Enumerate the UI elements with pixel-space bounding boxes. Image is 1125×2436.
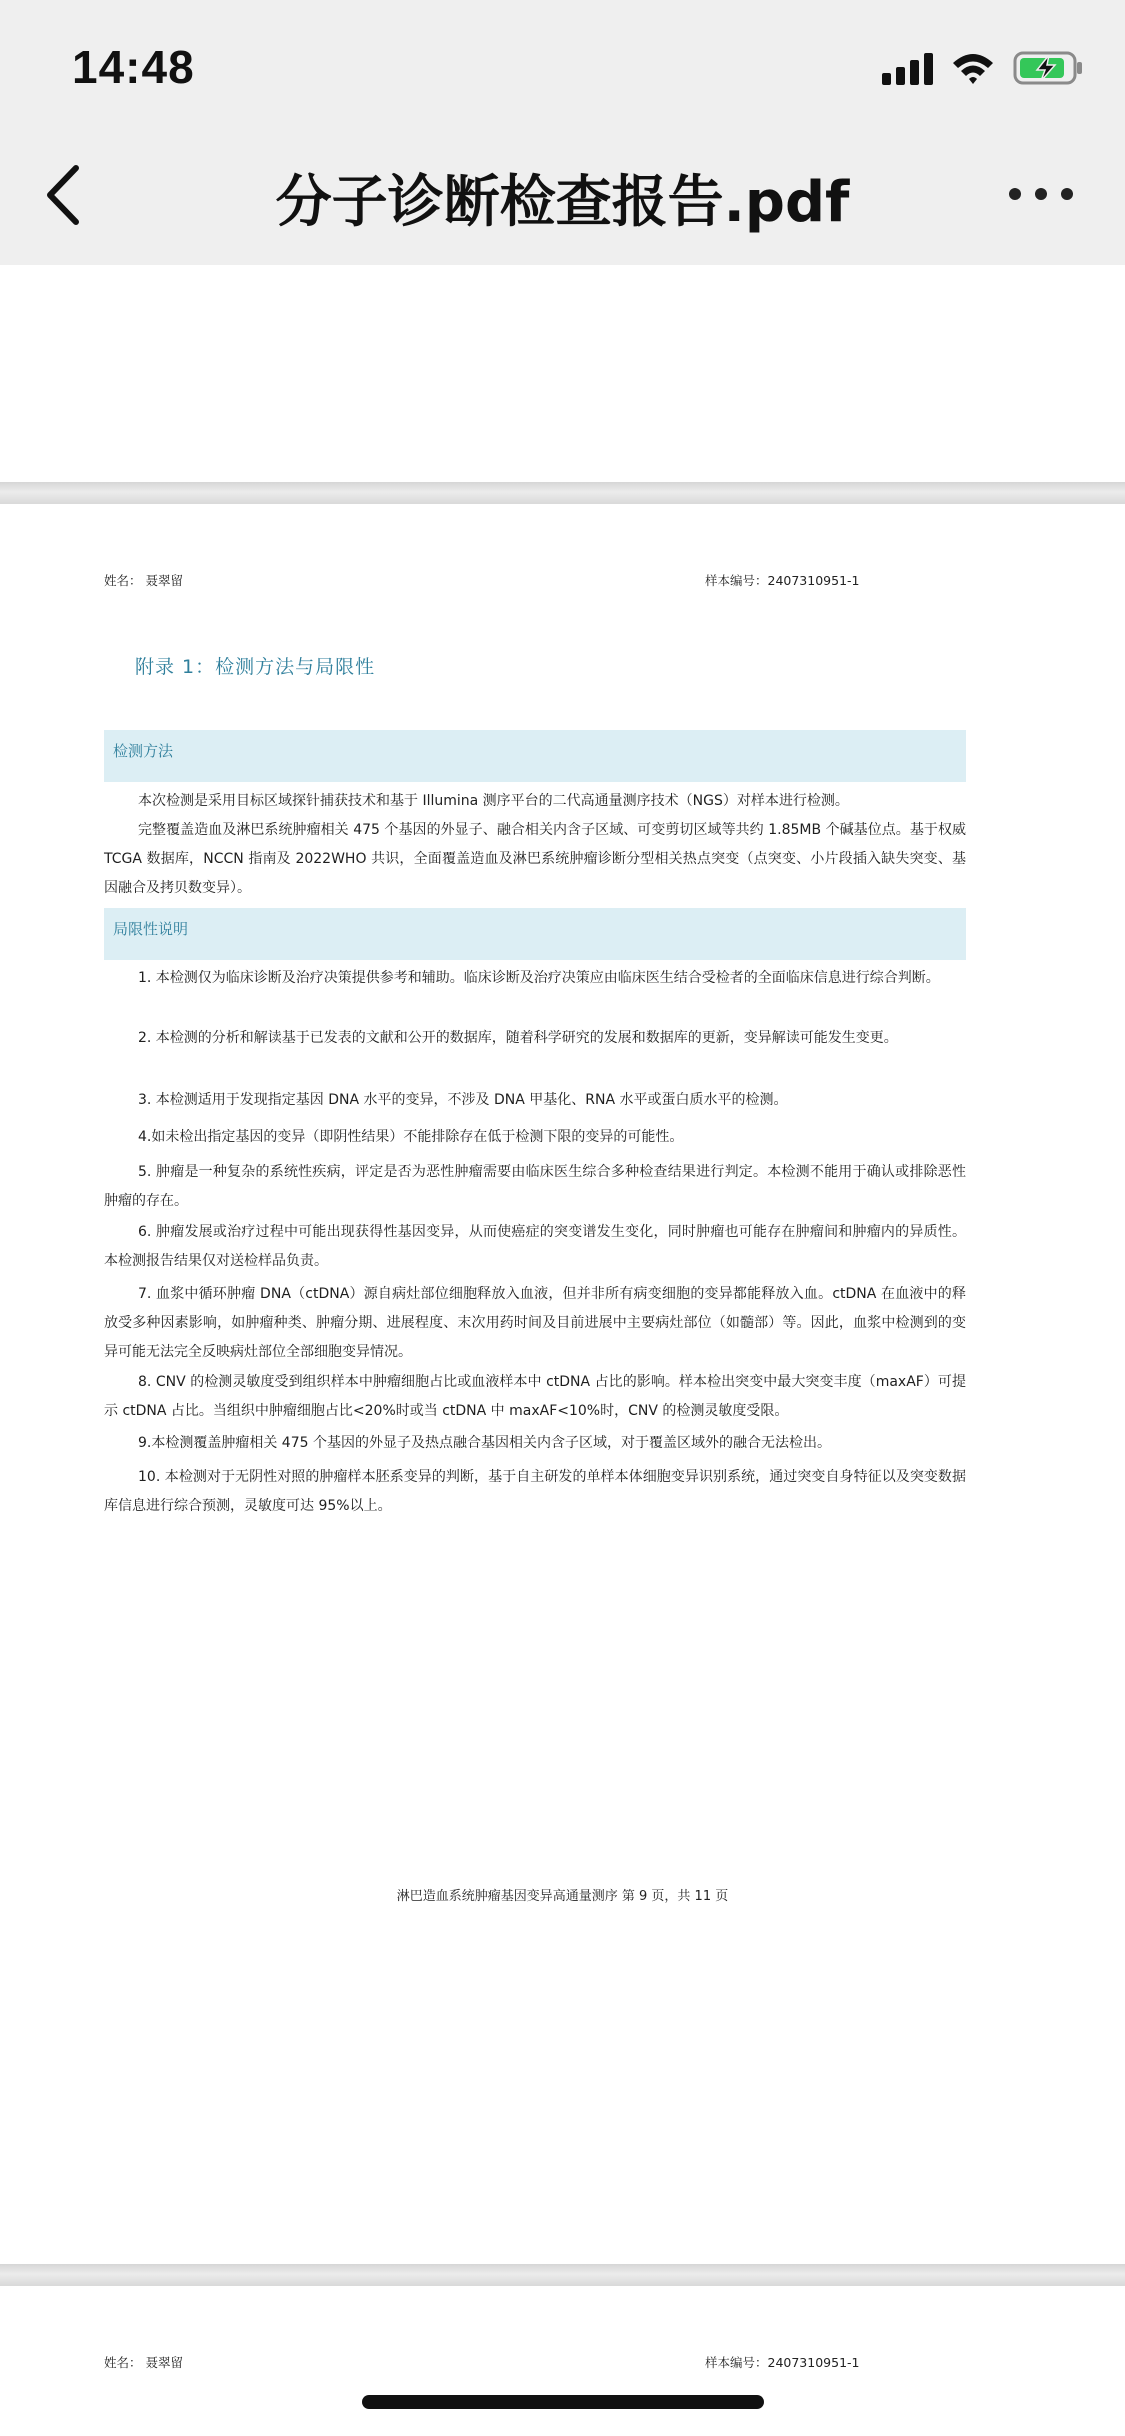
limitation-item: 10. 本检测对于无阴性对照的肿瘤样本胚系变异的判断，基于自主研发的单样本体细胞变异识别系统，通过突变自身特征以及突变数据库信息进行综合预测，灵敏度可达 95%以上。 — [104, 1469, 966, 1514]
limitation-item: 6. 肿瘤发展或治疗过程中可能出现获得性基因变异，从而使癌症的突变谱发生变化，同时肿瘤也可能存在肿瘤间和肿瘤内的异质性。本检测报告结果仅对送检样品负责。 — [104, 1224, 966, 1269]
page-footer: 淋巴造血系统肿瘤基因变异高通量测序 第 9 页，共 11 页 — [396, 1889, 729, 1904]
page-separator — [0, 482, 1125, 504]
patient-name: 姓名： 聂翠留 — [104, 2355, 183, 2370]
back-chevron-icon — [36, 160, 96, 230]
patient-name: 姓名： 聂翠留 — [104, 573, 183, 588]
sample-number: 样本编号：2407310951-1 — [705, 2355, 860, 2370]
method-paragraph-2: 完整覆盖造血及淋巴系统肿瘤相关 475 个基因的外显子、融合相关内含子区域、可变剪切区域等共约 1.85MB 个碱基位点。基于权威 TCGA 数据库，NCCN 指南及 2022WHO 共识，全面覆盖造血及淋巴系统肿瘤诊断分型相关热点突变（点突变、小片段插入缺失突变、基因融合及拷贝数变异）。 — [104, 822, 966, 896]
cellular-signal-icon — [882, 51, 933, 85]
top-bar — [0, 0, 1125, 265]
more-options-button[interactable] — [1009, 188, 1073, 200]
battery-charging-icon — [1013, 50, 1085, 86]
limitation-item: 3. 本检测适用于发现指定基因 DNA 水平的变异，不涉及 DNA 甲基化、RNA 水平或蛋白质水平的检测。 — [138, 1092, 788, 1108]
page-separator — [0, 2264, 1125, 2286]
limitation-item: 9.本检测覆盖肿瘤相关 475 个基因的外显子及热点融合基因相关内含子区域，对于覆盖区域外的融合无法检出。 — [138, 1435, 831, 1451]
limitation-item: 2. 本检测的分析和解读基于已发表的文献和公开的数据库，随着科学研究的发展和数据库的更新，变异解读可能发生变更。 — [138, 1030, 898, 1046]
limitation-item: 1. 本检测仅为临床诊断及治疗决策提供参考和辅助。临床诊断及治疗决策应由临床医生结合受检者的全面临床信息进行综合判断。 — [138, 970, 940, 986]
sample-number: 样本编号：2407310951-1 — [705, 573, 860, 588]
appendix-title: 附录 1：检测方法与局限性 — [135, 656, 376, 678]
limitation-item: 7. 血浆中循环肿瘤 DNA（ctDNA）源自病灶部位细胞释放入血液，但并非所有病变细胞的变异都能释放入血。ctDNA 在血液中的释放受多种因素影响，如肿瘤种类、肿瘤分期、进展程度、末次用药时间及目前进展中主要病灶部位（如髓部）等。因此，血浆中检测到的变异可能无法完全反映病灶部位全部细胞变异情况。 — [104, 1286, 966, 1360]
status-icons — [882, 48, 1085, 88]
home-indicator[interactable] — [362, 2395, 764, 2409]
method-heading: 检测方法 — [104, 730, 966, 782]
more-dots-icon — [1009, 188, 1021, 200]
document-title: 分子诊断检查报告.pdf — [275, 170, 850, 235]
limitation-item: 5. 肿瘤是一种复杂的系统性疾病，评定是否为恶性肿瘤需要由临床医生综合多种检查结果进行判定。本检测不能用于确认或排除恶性肿瘤的存在。 — [104, 1164, 966, 1209]
wifi-icon — [951, 51, 995, 85]
status-time: 14:48 — [72, 41, 195, 93]
limitation-item: 8. CNV 的检测灵敏度受到组织样本中肿瘤细胞占比或血液样本中 ctDNA 占比的影响。样本检出突变中最大突变丰度（maxAF）可提示 ctDNA 占比。当组织中肿瘤细胞占比<20%时或当 ctDNA 中 maxAF<10%时，CNV 的检测灵敏度受限。 — [104, 1374, 966, 1419]
limitation-item: 4.如未检出指定基因的变异（即阴性结果）不能排除存在低于检测下限的变异的可能性。 — [138, 1129, 684, 1145]
limitations-heading: 局限性说明 — [104, 908, 966, 960]
back-button[interactable] — [36, 160, 96, 230]
method-paragraph-1: 本次检测是采用目标区域探针捕获技术和基于 Illumina 测序平台的二代高通量测序技术（NGS）对样本进行检测。 — [138, 793, 849, 809]
